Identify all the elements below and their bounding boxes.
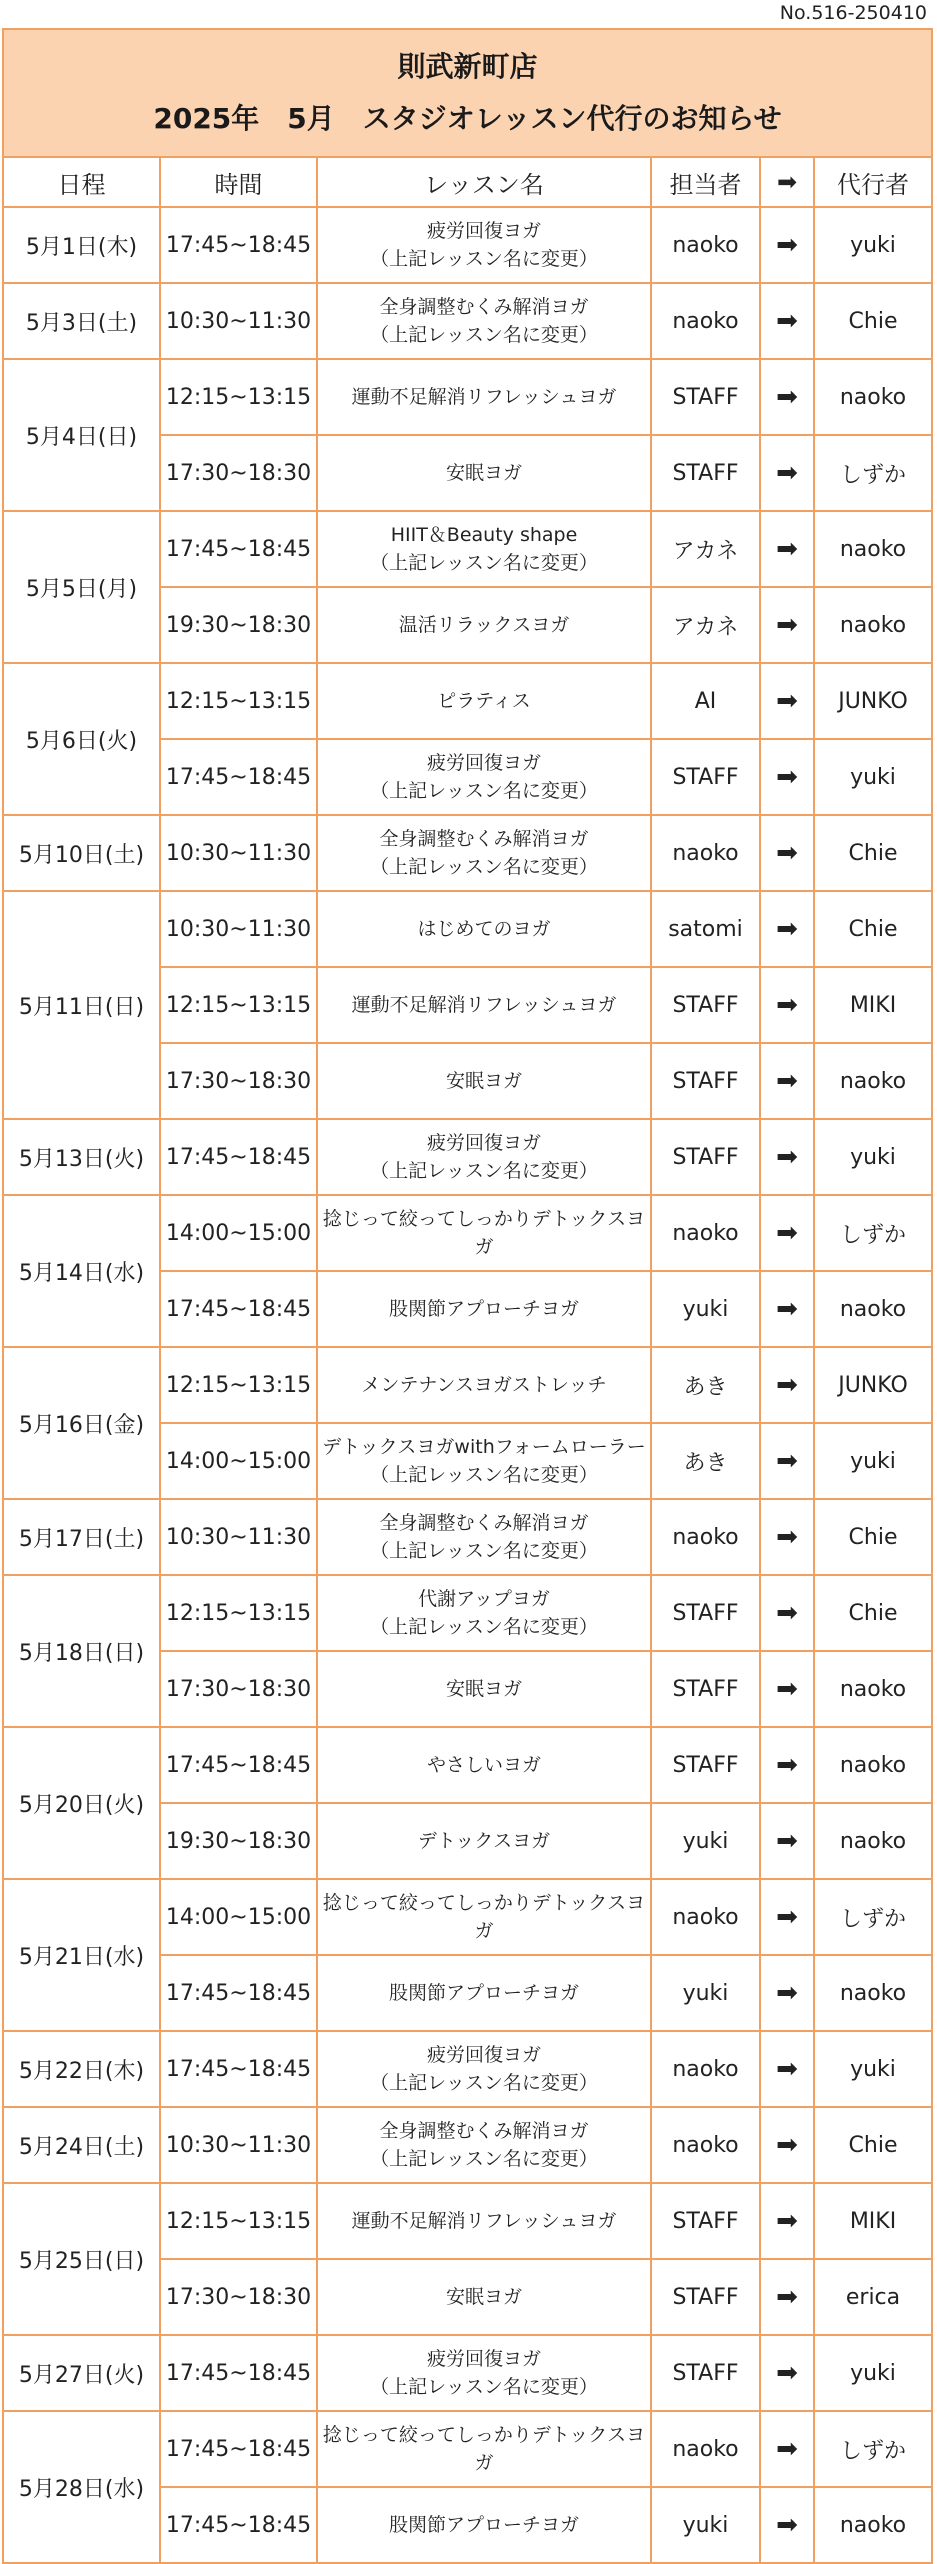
lesson-cell [317,1499,651,1575]
header-time: 時間 [160,157,317,207]
lesson-cell [317,1575,651,1651]
date-cell: 5月24日(土) [3,2107,160,2183]
lesson-name: 捻じって絞ってしっかりデトックスヨガ [322,1892,646,1942]
teacher-cell: あき [651,1347,760,1423]
time-cell: 10:30~11:30 [160,2107,317,2183]
header-date: 日程 [3,157,160,207]
time-cell: 10:30~11:30 [160,283,317,359]
lesson-cell [317,1195,651,1271]
lesson-cell [317,2031,651,2107]
time-cell: 17:45~18:45 [160,2335,317,2411]
store-name: 則武新町店 [397,50,538,83]
substitute-cell: MIKI [814,967,932,1043]
time-cell: 12:15~13:15 [160,663,317,739]
date-cell: 5月10日(土) [3,815,160,891]
lesson-cell [317,2107,651,2183]
substitute-cell: yuki [814,2031,932,2107]
substitute-cell: MIKI [814,2183,932,2259]
date-cell: 5月3日(土) [3,283,160,359]
lesson-cell [317,359,651,435]
time-cell: 17:30~18:30 [160,2259,317,2335]
time-cell: 10:30~11:30 [160,815,317,891]
lesson-cell [317,435,651,511]
teacher-cell: STAFF [651,359,760,435]
lesson-name: はじめてのヨガ [417,918,551,940]
teacher-cell: STAFF [651,1727,760,1803]
lesson-cell [317,1651,651,1727]
time-cell: 17:45~18:45 [160,207,317,283]
lesson-name: 疲労回復ヨガ [426,220,541,242]
teacher-cell: STAFF [651,2335,760,2411]
lesson-name: 全身調整むくみ解消ヨガ [379,296,589,318]
arrow-right-icon: ➡ [760,663,814,739]
lesson-name: メンテナンスヨガストレッチ [361,1374,607,1396]
table-row [3,207,932,283]
arrow-right-icon: ➡ [760,2107,814,2183]
lesson-note: （上記レッスン名に変更） [370,1464,598,1486]
header-substitute: 代行者 [814,157,932,207]
arrow-right-icon: ➡ [760,1727,814,1803]
teacher-cell: yuki [651,1803,760,1879]
lesson-cell [317,1803,651,1879]
lesson-cell [317,663,651,739]
notice-title [3,29,932,157]
arrow-right-icon: ➡ [760,359,814,435]
lesson-note: （上記レッスン名に変更） [370,2376,598,2398]
arrow-right-icon: ➡ [760,435,814,511]
document-number: No.516-250410 [779,2,927,24]
header-arrow-icon: ➡ [760,157,814,207]
table-row [3,283,932,359]
date-cell: 5月16日(金) [3,1347,160,1499]
time-cell: 14:00~15:00 [160,1423,317,1499]
arrow-right-icon: ➡ [760,739,814,815]
lesson-name: 捻じって絞ってしっかりデトックスヨガ [322,1208,646,1258]
substitute-cell: yuki [814,207,932,283]
substitute-cell: naoko [814,587,932,663]
arrow-right-icon: ➡ [760,2031,814,2107]
substitute-cell: naoko [814,1727,932,1803]
time-cell: 19:30~18:30 [160,587,317,663]
date-cell: 5月4日(日) [3,359,160,511]
arrow-right-icon: ➡ [760,1423,814,1499]
substitute-cell: yuki [814,1423,932,1499]
lesson-cell [317,2411,651,2487]
header-lesson: レッスン名 [317,157,651,207]
table-row [3,2335,932,2411]
lesson-cell [317,587,651,663]
substitute-cell: JUNKO [814,663,932,739]
time-cell: 17:45~18:45 [160,2031,317,2107]
table-row [3,1195,932,1271]
table-row [3,359,932,435]
substitute-cell: naoko [814,1043,932,1119]
date-cell: 5月27日(火) [3,2335,160,2411]
lesson-name: 股関節アプローチヨガ [388,1982,579,2004]
lesson-cell [317,2259,651,2335]
time-cell: 17:30~18:30 [160,1651,317,1727]
notice-heading: 2025年 5月 スタジオレッスン代行のお知らせ [153,102,782,135]
date-cell: 5月28日(水) [3,2411,160,2563]
date-cell: 5月25日(日) [3,2183,160,2335]
teacher-cell: naoko [651,283,760,359]
lesson-name: やさしいヨガ [426,1754,541,1776]
substitute-cell: JUNKO [814,1347,932,1423]
substitute-cell: naoko [814,511,932,587]
teacher-cell: STAFF [651,2183,760,2259]
lesson-name: ピラティス [437,690,531,712]
substitute-cell: erica [814,2259,932,2335]
table-row [3,663,932,739]
lesson-name: 股関節アプローチヨガ [388,2514,579,2536]
teacher-cell: STAFF [651,435,760,511]
arrow-right-icon: ➡ [760,2183,814,2259]
lesson-cell [317,2335,651,2411]
time-cell: 17:45~18:45 [160,1119,317,1195]
teacher-cell: naoko [651,1195,760,1271]
time-cell: 17:45~18:45 [160,1727,317,1803]
lesson-cell [317,1043,651,1119]
time-cell: 17:45~18:45 [160,1271,317,1347]
substitute-cell: yuki [814,2335,932,2411]
lesson-name: 運動不足解消リフレッシュヨガ [351,994,617,1016]
substitute-cell: Chie [814,283,932,359]
date-cell: 5月18日(日) [3,1575,160,1727]
teacher-cell: アカネ [651,587,760,663]
lesson-cell [317,2183,651,2259]
teacher-cell: naoko [651,207,760,283]
table-row [3,1499,932,1575]
teacher-cell: yuki [651,1271,760,1347]
time-cell: 12:15~13:15 [160,967,317,1043]
lesson-name: 安眠ヨガ [445,1070,522,1092]
teacher-cell: naoko [651,1879,760,1955]
lesson-cell [317,1955,651,2031]
lesson-name: 安眠ヨガ [445,462,522,484]
lesson-cell [317,511,651,587]
substitute-cell: Chie [814,1575,932,1651]
substitute-cell: Chie [814,891,932,967]
substitute-cell: naoko [814,1271,932,1347]
arrow-right-icon: ➡ [760,1879,814,1955]
arrow-right-icon: ➡ [760,511,814,587]
arrow-right-icon: ➡ [760,1803,814,1879]
time-cell: 12:15~13:15 [160,2183,317,2259]
lesson-note: （上記レッスン名に変更） [370,2148,598,2170]
lesson-name: 疲労回復ヨガ [426,2044,541,2066]
table-row [3,2031,932,2107]
time-cell: 17:45~18:45 [160,739,317,815]
table-row [3,1119,932,1195]
lesson-name: 運動不足解消リフレッシュヨガ [351,386,617,408]
teacher-cell: STAFF [651,1651,760,1727]
lesson-note: （上記レッスン名に変更） [370,324,598,346]
time-cell: 12:15~13:15 [160,1347,317,1423]
table-row [3,1347,932,1423]
lesson-note: （上記レッスン名に変更） [370,2072,598,2094]
date-cell: 5月11日(日) [3,891,160,1119]
teacher-cell: yuki [651,2487,760,2563]
lesson-cell [317,283,651,359]
table-row [3,1575,932,1651]
teacher-cell: STAFF [651,2259,760,2335]
substitute-cell: しずか [814,1195,932,1271]
table-row [3,1879,932,1955]
teacher-cell: STAFF [651,967,760,1043]
teacher-cell: STAFF [651,1043,760,1119]
time-cell: 14:00~15:00 [160,1879,317,1955]
arrow-right-icon: ➡ [760,815,814,891]
teacher-cell: yuki [651,1955,760,2031]
teacher-cell: AI [651,663,760,739]
arrow-right-icon: ➡ [760,283,814,359]
date-cell: 5月14日(水) [3,1195,160,1347]
lesson-name: 全身調整むくみ解消ヨガ [379,2120,589,2142]
date-cell: 5月6日(火) [3,663,160,815]
arrow-right-icon: ➡ [760,1499,814,1575]
time-cell: 17:30~18:30 [160,1043,317,1119]
table-row [3,815,932,891]
lesson-note: （上記レッスン名に変更） [370,1540,598,1562]
substitute-cell: しずか [814,2411,932,2487]
lesson-note: （上記レッスン名に変更） [370,780,598,802]
substitute-cell: naoko [814,359,932,435]
time-cell: 17:45~18:45 [160,1955,317,2031]
schedule-sheet [2,28,931,2564]
arrow-right-icon: ➡ [760,1347,814,1423]
lesson-cell [317,891,651,967]
arrow-right-icon: ➡ [760,967,814,1043]
time-cell: 17:45~18:45 [160,2411,317,2487]
time-cell: 10:30~11:30 [160,891,317,967]
lesson-cell [317,1727,651,1803]
header-teacher: 担当者 [651,157,760,207]
lesson-name: 股関節アプローチヨガ [388,1298,579,1320]
lesson-name: 疲労回復ヨガ [426,752,541,774]
teacher-cell: STAFF [651,1575,760,1651]
lesson-name: 疲労回復ヨガ [426,1132,541,1154]
lesson-note: （上記レッスン名に変更） [370,856,598,878]
arrow-right-icon: ➡ [760,1195,814,1271]
table-row [3,2183,932,2259]
lesson-note: （上記レッスン名に変更） [370,1160,598,1182]
lesson-name: デトックスヨガwithフォームローラー [322,1436,646,1458]
teacher-cell: STAFF [651,1119,760,1195]
lesson-cell [317,815,651,891]
arrow-right-icon: ➡ [760,587,814,663]
lesson-name: 安眠ヨガ [445,2286,522,2308]
substitute-cell: yuki [814,1119,932,1195]
substitute-cell: しずか [814,435,932,511]
arrow-right-icon: ➡ [760,1651,814,1727]
lesson-cell [317,739,651,815]
arrow-right-icon: ➡ [760,2259,814,2335]
substitute-cell: yuki [814,739,932,815]
substitute-cell: naoko [814,2487,932,2563]
lesson-note: （上記レッスン名に変更） [370,1616,598,1638]
date-cell: 5月17日(土) [3,1499,160,1575]
arrow-right-icon: ➡ [760,1119,814,1195]
arrow-right-icon: ➡ [760,891,814,967]
lesson-note: （上記レッスン名に変更） [370,248,598,270]
lesson-name: 運動不足解消リフレッシュヨガ [351,2210,617,2232]
arrow-right-icon: ➡ [760,1955,814,2031]
teacher-cell: アカネ [651,511,760,587]
time-cell: 17:45~18:45 [160,2487,317,2563]
lesson-cell [317,1423,651,1499]
date-cell: 5月21日(水) [3,1879,160,2031]
table-row [3,1727,932,1803]
time-cell: 17:30~18:30 [160,435,317,511]
lesson-name: デトックスヨガ [417,1830,551,1852]
lesson-cell [317,2487,651,2563]
time-cell: 12:15~13:15 [160,359,317,435]
lesson-cell [317,1271,651,1347]
header-row [3,157,932,207]
arrow-right-icon: ➡ [760,1043,814,1119]
time-cell: 12:15~13:15 [160,1575,317,1651]
teacher-cell: あき [651,1423,760,1499]
teacher-cell: satomi [651,891,760,967]
arrow-right-icon: ➡ [760,2411,814,2487]
date-cell: 5月5日(月) [3,511,160,663]
lesson-note: （上記レッスン名に変更） [370,552,598,574]
lesson-name: 疲労回復ヨガ [426,2348,541,2370]
lesson-name: 温活リラックスヨガ [398,614,570,636]
time-cell: 19:30~18:30 [160,1803,317,1879]
table-row [3,2411,932,2487]
lesson-cell [317,1879,651,1955]
arrow-right-icon: ➡ [760,1575,814,1651]
lesson-cell [317,967,651,1043]
lesson-name: 代謝アップヨガ [418,1588,550,1610]
table-row [3,891,932,967]
lesson-cell [317,1347,651,1423]
teacher-cell: naoko [651,2031,760,2107]
lesson-name: 捻じって絞ってしっかりデトックスヨガ [322,2424,646,2474]
schedule-table [2,28,933,2564]
lesson-name: 安眠ヨガ [445,1678,522,1700]
teacher-cell: naoko [651,1499,760,1575]
lesson-name: 全身調整むくみ解消ヨガ [379,828,589,850]
lesson-name: HIIT＆Beauty shape [390,524,578,546]
date-cell: 5月13日(火) [3,1119,160,1195]
arrow-right-icon: ➡ [760,2335,814,2411]
teacher-cell: naoko [651,2107,760,2183]
lesson-name: 全身調整むくみ解消ヨガ [379,1512,589,1534]
teacher-cell: naoko [651,815,760,891]
substitute-cell: naoko [814,1955,932,2031]
table-row [3,511,932,587]
time-cell: 14:00~15:00 [160,1195,317,1271]
arrow-right-icon: ➡ [760,1271,814,1347]
arrow-right-icon: ➡ [760,207,814,283]
date-cell: 5月20日(火) [3,1727,160,1879]
date-cell: 5月1日(木) [3,207,160,283]
lesson-cell [317,1119,651,1195]
substitute-cell: naoko [814,1803,932,1879]
substitute-cell: Chie [814,815,932,891]
arrow-right-icon: ➡ [760,2487,814,2563]
time-cell: 17:45~18:45 [160,511,317,587]
substitute-cell: しずか [814,1879,932,1955]
date-cell: 5月22日(木) [3,2031,160,2107]
lesson-cell [317,207,651,283]
teacher-cell: STAFF [651,739,760,815]
time-cell: 10:30~11:30 [160,1499,317,1575]
substitute-cell: Chie [814,2107,932,2183]
teacher-cell: naoko [651,2411,760,2487]
substitute-cell: Chie [814,1499,932,1575]
substitute-cell: naoko [814,1651,932,1727]
table-row [3,2107,932,2183]
